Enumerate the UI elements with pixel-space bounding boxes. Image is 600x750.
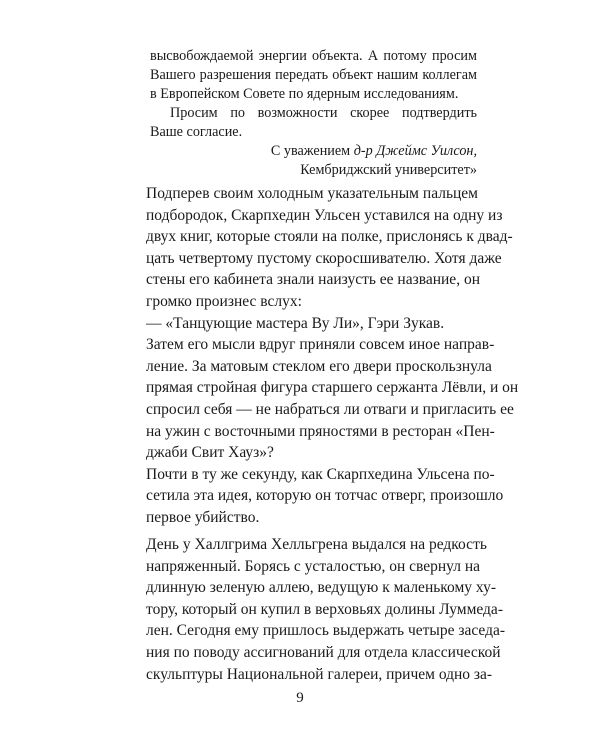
signature-prefix: С уважением <box>270 143 354 159</box>
text-line: на ужин с восточными пряностями в ресторан «Пен- <box>146 422 495 440</box>
text-line: ление. За матовым стеклом его двери проскользнула <box>146 357 492 375</box>
paragraph <box>126 313 478 335</box>
text-line: напряженный. Борясь с усталостью, он свернул на <box>146 557 481 575</box>
paragraph <box>126 534 506 685</box>
text-line: длинную зеленую аллею, ведущую к маленькому ху- <box>146 579 497 597</box>
text-line: скульптуры Национальной галереи, причем одно за- <box>146 665 493 683</box>
text-line: цать четвертому пустому скоросшивателю. Хотя даже <box>146 249 502 267</box>
text-line: Затем его мысли вдруг приняли совсем иное направ- <box>146 336 495 354</box>
signature-line <box>150 142 477 161</box>
page-number: 9 <box>296 690 304 706</box>
signature-name: д-р Джеймс Уилсон, <box>353 143 477 159</box>
text-line: Подперев своим холодным указательным пальцем <box>146 185 478 202</box>
section-one <box>126 183 519 529</box>
text-line: лен. Сегодня ему пришлось выдержать четыре заседа- <box>146 622 506 640</box>
text-line: Почти в ту же секунду, как Скарпхедина Ульсена по- <box>146 465 495 483</box>
letter-excerpt <box>150 47 477 180</box>
text-line: прямая стройная фигура старшего сержанта Лёвли, и он <box>146 379 519 397</box>
text-line: сетила эта идея, которую он тотчас отверг, произошло <box>146 487 504 505</box>
text-line: День у Халлгрима Хелльгрена выдался на редкость <box>146 536 487 553</box>
text-line: тору, который он купил в верховьях долины Луммедa- <box>146 600 503 618</box>
paragraph <box>126 334 519 464</box>
text-line: — «Танцующие мастера Ву Ли», Гэри Зукав. <box>146 314 445 332</box>
paragraph <box>126 183 513 313</box>
letter-signature <box>150 142 477 180</box>
text-line: стены его кабинета знали наизусть ее название, он <box>146 271 480 289</box>
text-line: спросил себя — не набраться ли отваги и пригласить ее <box>146 400 514 418</box>
section-two <box>126 534 506 685</box>
text-line: ния по поводу ассигнований для отдела классической <box>146 643 501 661</box>
text-line: подбородок, Скарпхедин Ульсен уставился на одну из <box>146 206 503 224</box>
letter-paragraph: высвобождаемой энергии объекта. А потому просим Вашего разрешения передать объект нашим коллегам в Европейском Совете по ядерным исследованиям. <box>150 48 477 102</box>
text-line: громко произнес вслух: <box>146 292 302 310</box>
paragraph <box>126 464 504 529</box>
letter-paragraph: Просим по возможности скорее подтвердить Ваше согласие. <box>150 105 477 140</box>
text-line: двух книг, которые стояли на полке, прислонясь к двад- <box>146 228 513 246</box>
text-line: первое убийство. <box>146 508 260 526</box>
signature-affiliation: Кембриджский университет» <box>300 162 477 178</box>
text-line: джаби Свит Хауз»? <box>146 444 274 462</box>
